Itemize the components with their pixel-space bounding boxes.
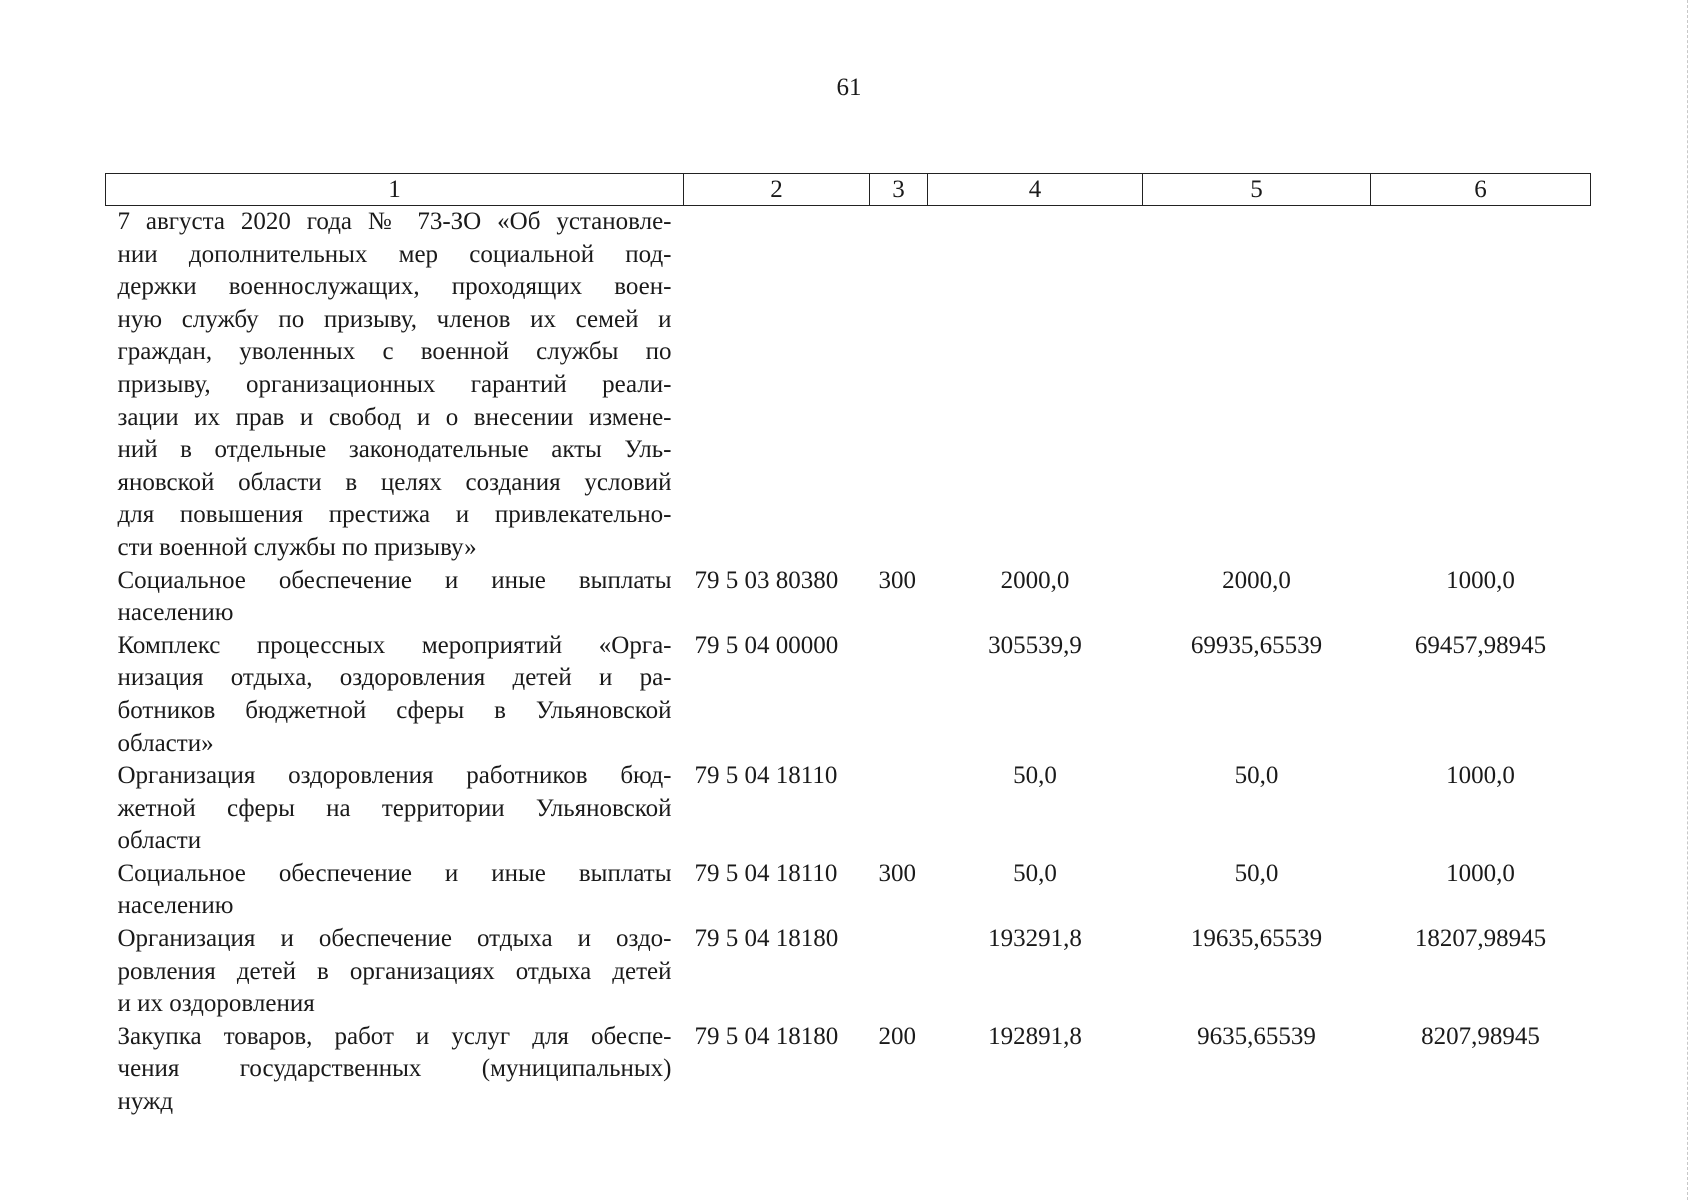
row-type-cell: [870, 760, 928, 858]
table-body: [106, 206, 1591, 1119]
row-name-line: нужд: [117, 1088, 174, 1116]
row-name-line: ровления детей в организациях отдыха детей: [117, 957, 672, 985]
row-name-cell: [106, 760, 684, 858]
row-name-line: ний в отдельные законодательные акты Уль-: [117, 436, 672, 464]
budget-table: [105, 173, 1591, 1119]
table-row: [106, 565, 1591, 630]
header-col-5: 5: [1143, 174, 1371, 206]
row-name-line: яновской области в целях создания условий: [117, 468, 672, 496]
header-col-3: 3: [870, 174, 928, 206]
row-name-cell: [106, 206, 684, 565]
row-name-line: ную службу по призыву, членов их семей и: [117, 305, 672, 333]
header-col-4: 4: [928, 174, 1143, 206]
row-code-cell: 79 5 04 00000: [694, 631, 839, 659]
row-name-line: Закупка товаров, работ и услуг для обеспе-: [117, 1022, 672, 1050]
row-type-cell: 200: [878, 1022, 916, 1050]
row-name-line: чения государственных (муниципальных): [117, 1055, 672, 1083]
scan-edge-line: [1686, 0, 1688, 1200]
row-name-line: Организация оздоровления работников бюд-: [117, 762, 672, 790]
row-value-6-cell: 69457,98945: [1414, 631, 1547, 659]
row-name-line: населению: [117, 599, 234, 627]
row-name-line: 7 августа 2020 года № 73-ЗО «Об установле-: [117, 208, 672, 235]
row-value-4-cell: 193291,8: [988, 925, 1082, 953]
table-row: [106, 630, 1591, 760]
row-name-line: жетной сферы на территории Ульяновской: [117, 794, 672, 822]
row-value-4-cell: 50,0: [1013, 859, 1057, 887]
row-value-6-cell: [1371, 206, 1591, 565]
row-name-line: низация отдыха, оздоровления детей и ра-: [117, 664, 672, 692]
table-header-row: [106, 174, 1591, 206]
row-value-4-cell: 192891,8: [988, 1022, 1082, 1050]
row-name-line: Комплекс процессных мероприятий «Орга-: [117, 631, 672, 659]
row-name-line: призыву, организационных гарантий реали-: [117, 370, 672, 398]
row-value-4-cell: [928, 206, 1143, 565]
row-name-cell: [106, 858, 684, 923]
row-code-cell: 79 5 04 18180: [694, 1022, 839, 1050]
row-code-cell: [684, 206, 870, 565]
row-name-line: держки военнослужащих, проходящих воен-: [117, 273, 672, 301]
row-name-line: для повышения престижа и привлекательно-: [117, 501, 672, 529]
row-value-4-cell: 50,0: [1013, 762, 1057, 790]
row-name-line: населению: [117, 892, 234, 920]
row-code-cell: 79 5 04 18110: [694, 762, 838, 790]
row-code-cell: 79 5 04 18110: [694, 859, 838, 887]
header-col-2: 2: [684, 174, 870, 206]
row-value-5-cell: 19635,65539: [1190, 925, 1323, 953]
row-type-cell: [870, 206, 928, 565]
row-value-4-cell: 2000,0: [1000, 566, 1070, 594]
row-type-cell: [870, 630, 928, 760]
row-type-cell: 300: [878, 859, 916, 887]
table-row: [106, 206, 1591, 565]
row-value-6-cell: 1000,0: [1446, 566, 1515, 594]
row-name-line: нии дополнительных мер социальной под-: [117, 240, 672, 268]
table-row: [106, 923, 1591, 1021]
row-code-cell: 79 5 03 80380: [694, 566, 839, 594]
header-col-1: 1: [106, 174, 684, 206]
row-value-6-cell: 1000,0: [1446, 762, 1515, 790]
table-row: [106, 1021, 1591, 1119]
row-value-5-cell: 50,0: [1234, 762, 1279, 790]
row-name-line: зации их прав и свобод и о внесении измене-: [117, 403, 672, 431]
row-value-5-cell: 9635,65539: [1197, 1022, 1316, 1050]
row-name-cell: [106, 565, 684, 630]
row-name-line: Организация и обеспечение отдыха и оздо-: [117, 925, 672, 953]
row-name-line: сти военной службы по призыву»: [117, 533, 477, 561]
row-value-4-cell: 305539,9: [988, 631, 1082, 659]
row-value-5-cell: 2000,0: [1222, 566, 1291, 594]
row-name-line: Социальное обеспечение и иные выплаты: [117, 566, 672, 594]
row-value-6-cell: 8207,98945: [1421, 1022, 1540, 1050]
row-name-line: и их оздоровления: [117, 990, 315, 1018]
row-value-5-cell: 50,0: [1234, 859, 1279, 887]
row-value-6-cell: 1000,0: [1446, 859, 1515, 887]
table-row: [106, 858, 1591, 923]
row-code-cell: 79 5 04 18180: [694, 925, 839, 953]
header-col-6: 6: [1371, 174, 1591, 206]
row-value-6-cell: 18207,98945: [1414, 925, 1547, 953]
row-name-line: области: [117, 827, 202, 855]
row-name-line: области»: [117, 729, 214, 757]
page-number: 61: [836, 74, 862, 101]
row-value-5-cell: 69935,65539: [1190, 631, 1323, 659]
row-name-cell: [106, 923, 684, 1021]
row-name-cell: [106, 630, 684, 760]
table-row: [106, 760, 1591, 858]
row-value-5-cell: [1143, 206, 1371, 565]
row-type-cell: [870, 923, 928, 1021]
row-name-line: Социальное обеспечение и иные выплаты: [117, 859, 672, 887]
row-name-cell: [106, 1021, 684, 1119]
row-name-line: ботников бюджетной сферы в Ульяновской: [117, 696, 672, 724]
row-name-line: граждан, уволенных с военной службы по: [117, 338, 672, 366]
row-type-cell: 300: [878, 566, 916, 594]
